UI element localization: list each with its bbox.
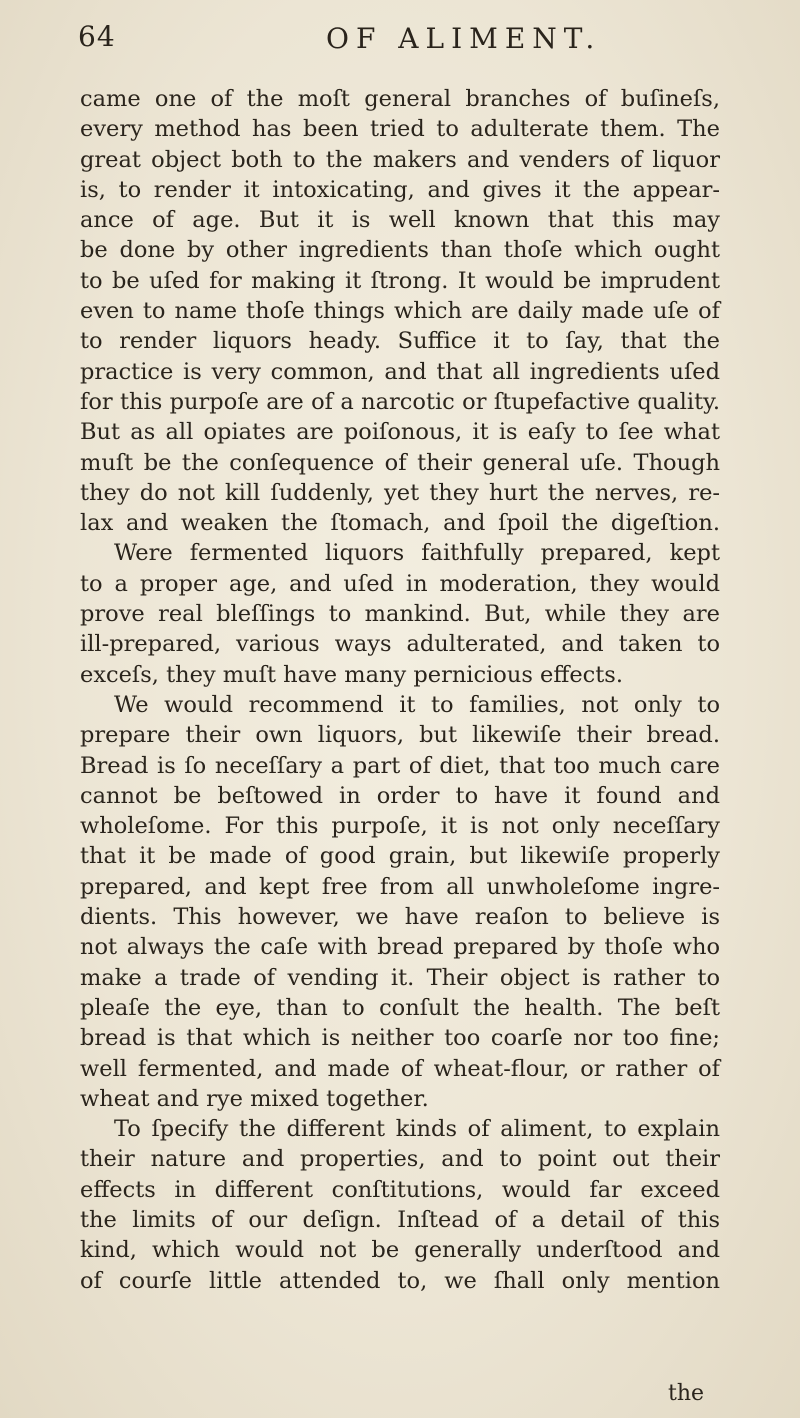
paragraph-start-line: We would recommend it to families, not only to xyxy=(114,691,720,718)
paragraph-end-line: exceſs, they muſt have many pernicious effects. xyxy=(80,661,623,688)
text-line: Bread is ſo neceſſary a part of diet, that too much care xyxy=(80,752,720,779)
text-line: to render liquors heady. Suffice it to ſay, that the xyxy=(80,328,720,355)
text-line: that it be made of good grain, but likewiſe properly xyxy=(80,843,720,870)
text-line: be done by other ingredients than thoſe which ought xyxy=(80,237,720,264)
text-line: well fermented, and made of wheat-flour, or rather of xyxy=(80,1055,720,1082)
text-line: to be uſed for making it ſtrong. It would be imprudent xyxy=(80,267,720,294)
text-line: great object both to the makers and venders of liquor xyxy=(80,146,720,173)
body-text xyxy=(80,84,720,1296)
text-line: for this purpoſe are of a narcotic or ſtupefactive quality. xyxy=(80,388,720,415)
paragraph-start-line: Were fermented liquors faithfully prepared, kept xyxy=(114,540,720,567)
text-line: every method has been tried to adulterate them. The xyxy=(80,116,720,143)
text-line: wholeſome. For this purpoſe, it is not only neceſſary xyxy=(80,813,720,840)
text-line: muſt be the conſequence of their general uſe. Though xyxy=(80,449,720,476)
text-line: But as all opiates are poiſonous, it is eaſy to ſee what xyxy=(80,419,720,446)
text-line: they do not kill ſuddenly, yet they hurt the nerves, re- xyxy=(80,479,720,506)
text-line: pleaſe the eye, than to conſult the health. The beſt xyxy=(80,994,720,1021)
text-line: prove real bleſſings to mankind. But, while they are xyxy=(80,601,720,628)
text-line: prepare their own liquors, but likewiſe their bread. xyxy=(80,722,720,749)
text-line: their nature and properties, and to point out their xyxy=(80,1146,720,1173)
text-line: bread is that which is neither too coarſe nor too fine; xyxy=(80,1025,720,1052)
text-line: not always the caſe with bread prepared by thoſe who xyxy=(80,934,720,961)
page-header xyxy=(78,16,718,72)
text-line: of courſe little attended to, we ſhall only mention xyxy=(80,1267,720,1294)
text-line: effects in different conſtitutions, would far exceed xyxy=(80,1176,720,1203)
text-line: dients. This however, we have reaſon to believe is xyxy=(80,904,720,931)
paragraph-start-line: To ſpecify the different kinds of aliment, to explain xyxy=(114,1116,720,1143)
text-line: to a proper age, and uſed in moderation, they would xyxy=(80,570,720,597)
page-number: 64 xyxy=(78,20,116,53)
text-line: is, to render it intoxicating, and gives it the appear- xyxy=(80,176,720,203)
text-line: make a trade of vending it. Their object is rather to xyxy=(80,964,720,991)
text-line: ill-prepared, various ways adulterated, and taken to xyxy=(80,631,720,658)
running-head: OF ALIMENT. xyxy=(326,22,602,55)
text-line: lax and weaken the ſtomach, and ſpoil the digeſtion. xyxy=(80,510,720,537)
text-line: the limits of our deſign. Inſtead of a detail of this xyxy=(80,1206,720,1233)
text-line: prepared, and kept free from all unwholeſome ingre- xyxy=(80,873,720,900)
text-line: kind, which would not be generally underſtood and xyxy=(80,1237,720,1264)
text-line: came one of the moſt general branches of buſineſs, xyxy=(80,86,720,112)
text-line: cannot be beſtowed in order to have it found and xyxy=(80,782,720,809)
text-line: practice is very common, and that all ingredients uſed xyxy=(80,358,720,385)
text-line: even to name thoſe things which are daily made uſe of xyxy=(80,298,720,325)
catchword: the xyxy=(668,1381,705,1406)
paragraph-end-line: wheat and rye mixed together. xyxy=(80,1085,429,1112)
text-line: ance of age. But it is well known that this may xyxy=(80,207,720,234)
